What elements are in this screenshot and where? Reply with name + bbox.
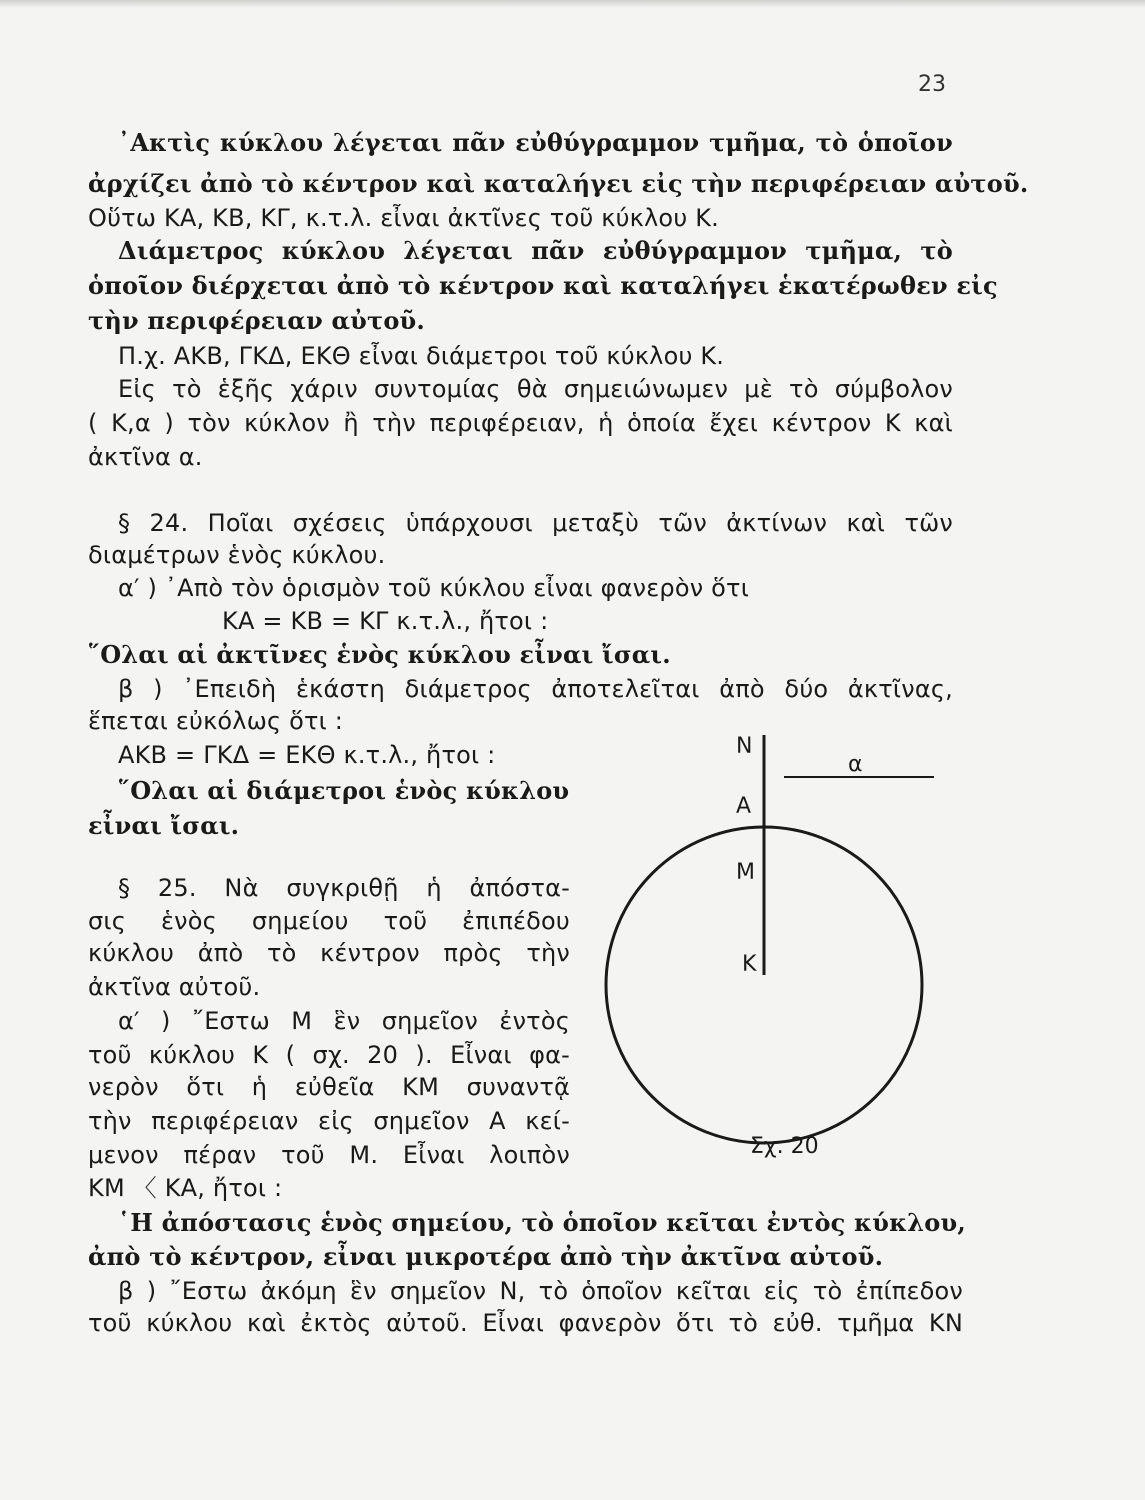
text-line: Οὕτω ΚΑ, ΚΒ, ΚΓ, κ.τ.λ. εἶναι ἀκτῖνες τοῦ κύκλου Κ. [88, 204, 720, 232]
text-line: μενον πέραν τοῦ Μ. Εἶναι λοιπὸν [88, 1141, 570, 1169]
theorem-line: ῞Ολαι αἱ ἀκτῖνες ἑνὸς κύκλου εἶναι ἴσαι. [88, 640, 671, 669]
figure-20-drawing [596, 725, 956, 1165]
figure-20 [596, 725, 956, 1165]
text-line: ἀρχίζει ἀπὸ τὸ κέντρον καὶ καταλήγει εἰς τὴν περιφέρειαν αὐτοῦ. [88, 169, 1029, 198]
label-k: Κ [742, 952, 757, 977]
label-a: Α [736, 794, 752, 819]
page-number: 23 [918, 72, 946, 97]
theorem-line: ῾Η ἀπόστασις ἑνὸς σημείου, τὸ ὁποῖον κεῖται ἐντὸς κύκλου, [118, 1208, 966, 1237]
label-alpha: α [848, 752, 863, 777]
text-line: ΚΜ 〈 ΚΑ, ἤτοι : [88, 1174, 283, 1202]
text-line: τοῦ κύκλου καὶ ἐκτὸς αὐτοῦ. Εἶναι φανερὸν ὅτι τὸ εὐθ. τμῆμα ΚΝ [88, 1309, 963, 1337]
text-line: νερὸν ὅτι ἡ εὐθεῖα ΚΜ συναντᾷ [88, 1073, 570, 1101]
text-line: β ) ῎Εστω ἀκόμη ἓν σημεῖον Ν, τὸ ὁποῖον κεῖται εἰς τὸ ἐπίπεδον [118, 1277, 963, 1305]
text-line: α′ ) ᾿Απὸ τὸν ὁρισμὸν τοῦ κύκλου εἶναι φανερὸν ὅτι [118, 574, 750, 602]
text-line: τὴν περιφέρειαν εἰς σημεῖον Α κεί- [88, 1107, 570, 1135]
page-top-edge [0, 0, 1145, 8]
section-heading: σις ἑνὸς σημείου τοῦ ἐπιπέδου [88, 907, 570, 935]
text-line: ᾿Ακτὶς κύκλου λέγεται πᾶν εὐθύγραμμον τμῆμα, τὸ ὁποῖον [118, 128, 953, 157]
section-heading: § 24. Ποῖαι σχέσεις ὑπάρχουσι μεταξὺ τῶν ἀκτίνων καὶ τῶν [118, 509, 953, 537]
text-line: τοῦ κύκλου Κ ( σχ. 20 ). Εἶναι φα- [88, 1041, 570, 1069]
text-line: β ) ᾿Επειδὴ ἑκάστη διάμετρος ἀποτελεῖται ἀπὸ δύο ἀκτῖνας, [118, 675, 953, 703]
text-line: ὁποῖον διέρχεται ἀπὸ τὸ κέντρον καὶ καταλήγει ἑκατέρωθεν εἰς [88, 271, 998, 300]
section-heading: § 25. Νὰ συγκριθῇ ἡ ἀπόστα- [118, 874, 570, 902]
section-heading: ἀκτῖνα αὐτοῦ. [88, 973, 261, 1001]
text-line: Εἰς τὸ ἑξῆς χάριν συντομίας θὰ σημειώνωμεν μὲ τὸ σύμβολον [118, 375, 953, 403]
text-line: ἀκτῖνα α. [88, 443, 203, 471]
label-n: Ν [736, 734, 753, 759]
theorem-line: ῞Ολαι αἱ διάμετροι ἑνὸς κύκλου [118, 776, 570, 805]
text-line: Π.χ. ΑΚΒ, ΓΚΔ, ΕΚΘ εἶναι διάμετροι τοῦ κύκλου Κ. [118, 342, 725, 370]
formula-line: ΑΚΒ = ΓΚΔ = ΕΚΘ κ.τ.λ., ἤτοι : [118, 741, 496, 769]
text-line: τὴν περιφέρειαν αὐτοῦ. [88, 306, 425, 335]
theorem-line: εἶναι ἴσαι. [88, 811, 240, 840]
formula-line: ΚΑ = ΚΒ = ΚΓ κ.τ.λ., ἤτοι : [222, 607, 549, 635]
figure-caption: Σχ. 20 [750, 1134, 819, 1159]
text-line: ( Κ,α ) τὸν κύκλον ἢ τὴν περιφέρειαν, ἡ ὁποία ἔχει κέντρον Κ καὶ [88, 409, 953, 437]
text-line: Διάμετρος κύκλου λέγεται πᾶν εὐθύγραμμον τμῆμα, τὸ [118, 236, 953, 265]
label-m: Μ [736, 860, 755, 885]
section-heading: κύκλου ἀπὸ τὸ κέντρον πρὸς τὴν [88, 939, 570, 967]
section-heading: διαμέτρων ἑνὸς κύκλου. [88, 541, 386, 569]
theorem-line: ἀπὸ τὸ κέντρον, εἶναι μικροτέρα ἀπὸ τὴν ἀκτῖνα αὐτοῦ. [88, 1242, 884, 1271]
text-line: α′ ) ῎Εστω Μ ἓν σημεῖον ἐντὸς [118, 1007, 570, 1035]
text-line: ἕπεται εὐκόλως ὅτι : [88, 707, 344, 735]
